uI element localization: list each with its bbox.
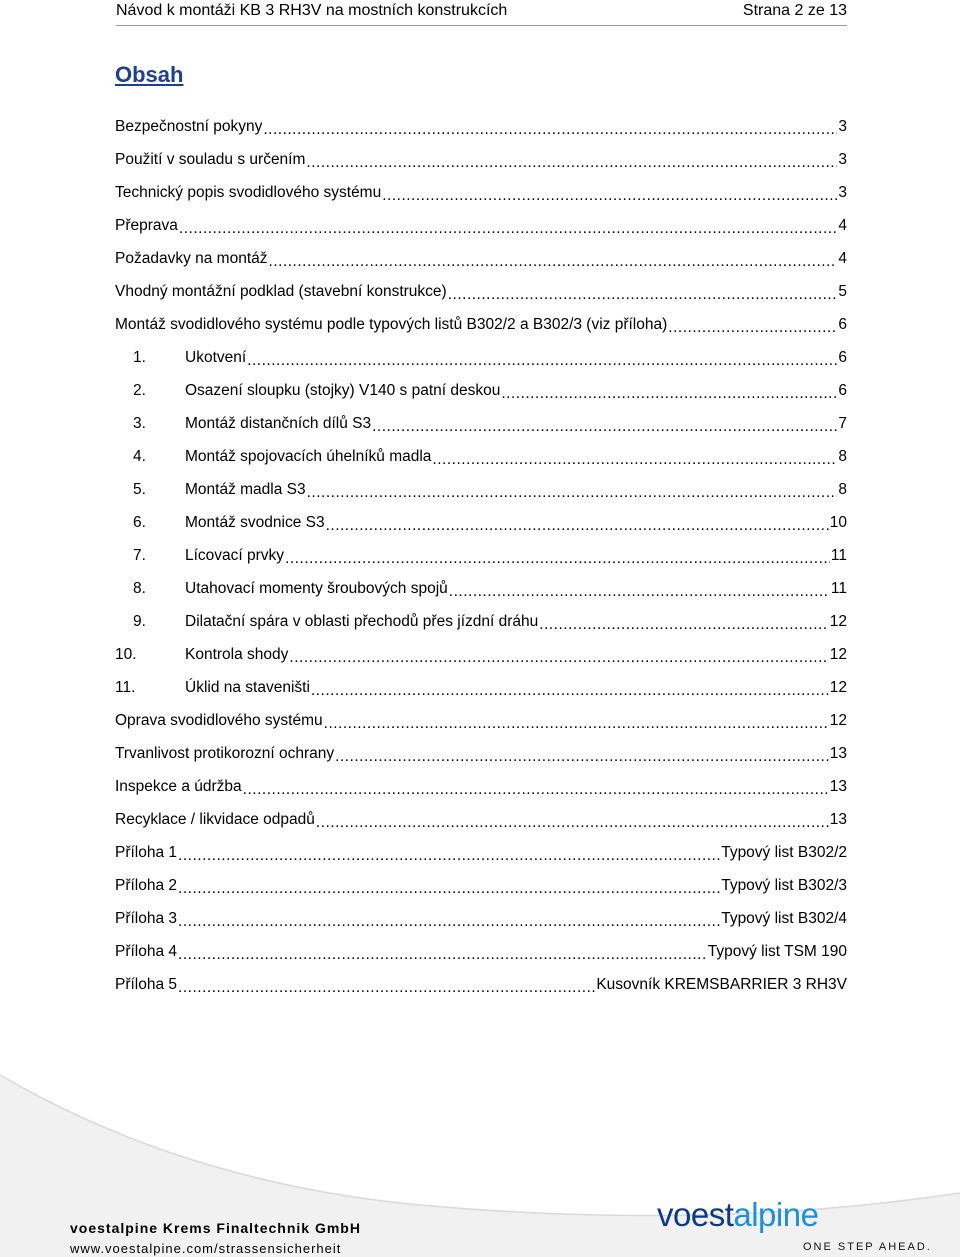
dot-leader [289, 649, 828, 667]
toc-entry[interactable] [115, 440, 847, 473]
toc-entry-text: Oprava svodidlového systému [115, 711, 323, 729]
toc-entry-page: Typový list B302/4 [721, 909, 847, 927]
toc-entry-number: 9. [133, 612, 146, 630]
toc-entry-title [115, 448, 431, 466]
dot-leader [316, 814, 829, 832]
toc-entry-page: Typový list TSM 190 [707, 942, 847, 960]
toc-entry-page: 13 [829, 810, 847, 828]
dot-leader [448, 286, 838, 304]
dot-leader [285, 550, 830, 568]
toc-entry-page: Typový list B302/2 [721, 843, 847, 861]
dot-leader [539, 616, 828, 634]
toc-entry-page: 13 [829, 744, 847, 762]
toc-entry-page: Typový list B302/3 [721, 876, 847, 894]
dot-leader [501, 385, 837, 403]
toc-entry[interactable] [115, 374, 847, 407]
toc-entry-page: Kusovník KREMSBARRIER 3 RH3V [596, 975, 847, 993]
toc-entry[interactable] [115, 572, 847, 605]
document-title: Návod k montáži KB 3 RH3V na mostních konstrukcích [116, 2, 508, 19]
toc-entry-title [115, 250, 268, 268]
toc-entry-page: 12 [829, 711, 847, 729]
toc-entry-page: 5 [838, 282, 847, 300]
toc-entry[interactable] [115, 110, 847, 143]
dot-leader [306, 154, 837, 172]
toc-entry-number: 8. [133, 579, 146, 597]
toc-entry[interactable] [115, 803, 847, 836]
footer-company-name: voestalpine Krems Finaltechnik GmbH [70, 1220, 361, 1236]
toc-entry[interactable] [115, 869, 847, 902]
dot-leader [307, 484, 838, 502]
toc-entry-title [115, 943, 177, 961]
toc-entry[interactable] [115, 671, 847, 704]
toc-entry-text: Bezpečnostní pokyny [115, 117, 263, 135]
toc-entry-title [115, 976, 177, 994]
dot-leader [372, 418, 837, 436]
toc-entry-text: Montáž svodidlového systému podle typových listů B302/2 a B302/3 (viz příloha) [115, 315, 668, 333]
toc-entry-title [115, 844, 177, 862]
toc-entry-page: 8 [838, 447, 847, 465]
toc-entry-title [115, 415, 371, 433]
dot-leader [178, 979, 595, 997]
toc-entry-page: 12 [829, 645, 847, 663]
toc-entry[interactable] [115, 704, 847, 737]
dot-leader [179, 220, 837, 238]
toc-entry-title [115, 316, 667, 334]
toc-entry-text: Příloha 3 [115, 909, 178, 927]
dot-leader [382, 187, 837, 205]
toc-entry-text: Ukotvení [185, 348, 247, 366]
toc-entry-number: 3. [133, 414, 146, 432]
dot-leader [668, 319, 837, 337]
dot-leader [178, 847, 720, 865]
dot-leader [247, 352, 837, 370]
table-of-contents [115, 110, 847, 1001]
toc-entry[interactable] [115, 737, 847, 770]
toc-entry-page: 7 [838, 414, 847, 432]
toc-entry-page: 6 [838, 381, 847, 399]
footer-slogan: ONE STEP AHEAD. [803, 1241, 932, 1253]
dot-leader [178, 946, 707, 964]
toc-entry-title [115, 877, 177, 895]
toc-entry-page: 3 [838, 117, 847, 135]
toc-entry[interactable] [115, 770, 847, 803]
toc-entry-number: 5. [133, 480, 146, 498]
toc-entry-text: Úklid na staveništi [185, 678, 310, 696]
footer-website[interactable]: www.voestalpine.com/strassensicherheit [70, 1241, 342, 1256]
toc-entry-title [115, 151, 305, 169]
toc-entry-page: 12 [829, 612, 847, 630]
toc-entry-text: Trvanlivost protikorozní ochrany [115, 744, 335, 762]
toc-entry-title [115, 118, 262, 136]
toc-entry-number: 4. [133, 447, 146, 465]
toc-entry-page: 11 [830, 579, 847, 597]
dot-leader [263, 121, 837, 139]
toc-entry[interactable] [115, 605, 847, 638]
toc-entry-number: 2. [133, 381, 146, 399]
toc-entry-page: 4 [838, 249, 847, 267]
toc-entry-text: Montáž distančních dílů S3 [185, 414, 372, 432]
toc-entry-title [115, 217, 178, 235]
dot-leader [449, 583, 830, 601]
dot-leader [432, 451, 837, 469]
dot-leader [311, 682, 829, 700]
toc-entry-page: 6 [838, 315, 847, 333]
toc-entry[interactable] [115, 638, 847, 671]
toc-entry-title [115, 283, 447, 301]
toc-entry-page: 6 [838, 348, 847, 366]
toc-entry[interactable] [115, 209, 847, 242]
toc-entry[interactable] [115, 902, 847, 935]
page-number: Strana 2 ze 13 [742, 2, 847, 19]
toc-entry[interactable] [115, 341, 847, 374]
header-divider [116, 25, 847, 26]
toc-entry-title [115, 514, 325, 532]
toc-entry[interactable] [115, 473, 847, 506]
toc-entry-title [115, 910, 177, 928]
toc-entry-title [115, 613, 538, 631]
toc-entry-page: 11 [830, 546, 847, 564]
toc-entry-number: 10. [115, 645, 137, 663]
toc-entry-page: 3 [838, 150, 847, 168]
toc-entry-text: Požadavky na montáž [115, 249, 268, 267]
toc-entry-title [115, 811, 315, 829]
toc-entry-text: Recyklace / likvidace odpadů [115, 810, 315, 828]
toc-entry-text: Přeprava [115, 216, 178, 234]
toc-entry-title [115, 547, 284, 565]
toc-entry[interactable] [115, 506, 847, 539]
toc-entry[interactable] [115, 836, 847, 869]
toc-entry-text: Montáž spojovacích úhelníků madla [185, 447, 432, 465]
dot-leader [178, 880, 720, 898]
toc-entry-number: 1. [133, 348, 146, 366]
dot-leader [243, 781, 829, 799]
toc-entry[interactable] [115, 275, 847, 308]
toc-entry[interactable] [115, 935, 847, 968]
toc-entry-text: Příloha 5 [115, 975, 178, 993]
toc-entry-text: Příloha 1 [115, 843, 178, 861]
toc-entry-number: 11. [115, 678, 136, 696]
toc-entry[interactable] [115, 539, 847, 572]
dot-leader [269, 253, 838, 271]
toc-entry-text: Kontrola shody [185, 645, 289, 663]
dot-leader [178, 913, 720, 931]
toc-entry-text: Dilatační spára v oblasti přechodů přes jízdní dráhu [185, 612, 539, 630]
toc-entry[interactable] [115, 968, 847, 1001]
toc-entry-page: 3 [838, 183, 847, 201]
toc-entry-title [115, 349, 246, 367]
toc-entry[interactable] [115, 308, 847, 341]
toc-entry-title [115, 712, 323, 730]
toc-entry-title [115, 646, 288, 664]
toc-entry-text: Inspekce a údržba [115, 777, 242, 795]
toc-entry-text: Montáž madla S3 [185, 480, 306, 498]
toc-entry-number: 6. [133, 513, 146, 531]
toc-entry-text: Příloha 4 [115, 942, 178, 960]
toc-heading[interactable]: Obsah [115, 62, 184, 87]
toc-entry-title [115, 382, 500, 400]
toc-entry-text: Osazení sloupku (stojky) V140 s patní deskou [185, 381, 501, 399]
toc-entry[interactable] [115, 176, 847, 209]
toc-entry-text: Technický popis svodidlového systému [115, 183, 382, 201]
toc-entry-text: Vhodný montážní podklad (stavební konstrukce) [115, 282, 447, 300]
toc-entry-page: 13 [829, 777, 847, 795]
toc-entry[interactable] [115, 242, 847, 275]
toc-entry-title [115, 745, 334, 763]
toc-entry-title [115, 778, 242, 796]
dot-leader [324, 715, 829, 733]
toc-entry-page: 12 [829, 678, 847, 696]
toc-entry-title [115, 679, 310, 697]
toc-entry-text: Montáž svodnice S3 [185, 513, 325, 531]
toc-entry-number: 7. [133, 546, 146, 564]
toc-entry-text: Lícovací prvky [185, 546, 285, 564]
toc-entry[interactable] [115, 407, 847, 440]
voestalpine-logo: voestalpine [657, 1196, 819, 1233]
toc-entry-text: Příloha 2 [115, 876, 178, 894]
toc-entry-title [115, 481, 306, 499]
page-header [116, 0, 847, 22]
dot-leader [335, 748, 829, 766]
toc-entry[interactable] [115, 143, 847, 176]
dot-leader [326, 517, 829, 535]
toc-entry-title [115, 580, 448, 598]
toc-entry-page: 8 [838, 480, 847, 498]
toc-entry-page: 10 [829, 513, 847, 531]
toc-entry-text: Utahovací momenty šroubových spojů [185, 579, 448, 597]
toc-entry-text: Použití v souladu s určením [115, 150, 306, 168]
toc-entry-page: 4 [838, 216, 847, 234]
toc-entry-title [115, 184, 381, 202]
